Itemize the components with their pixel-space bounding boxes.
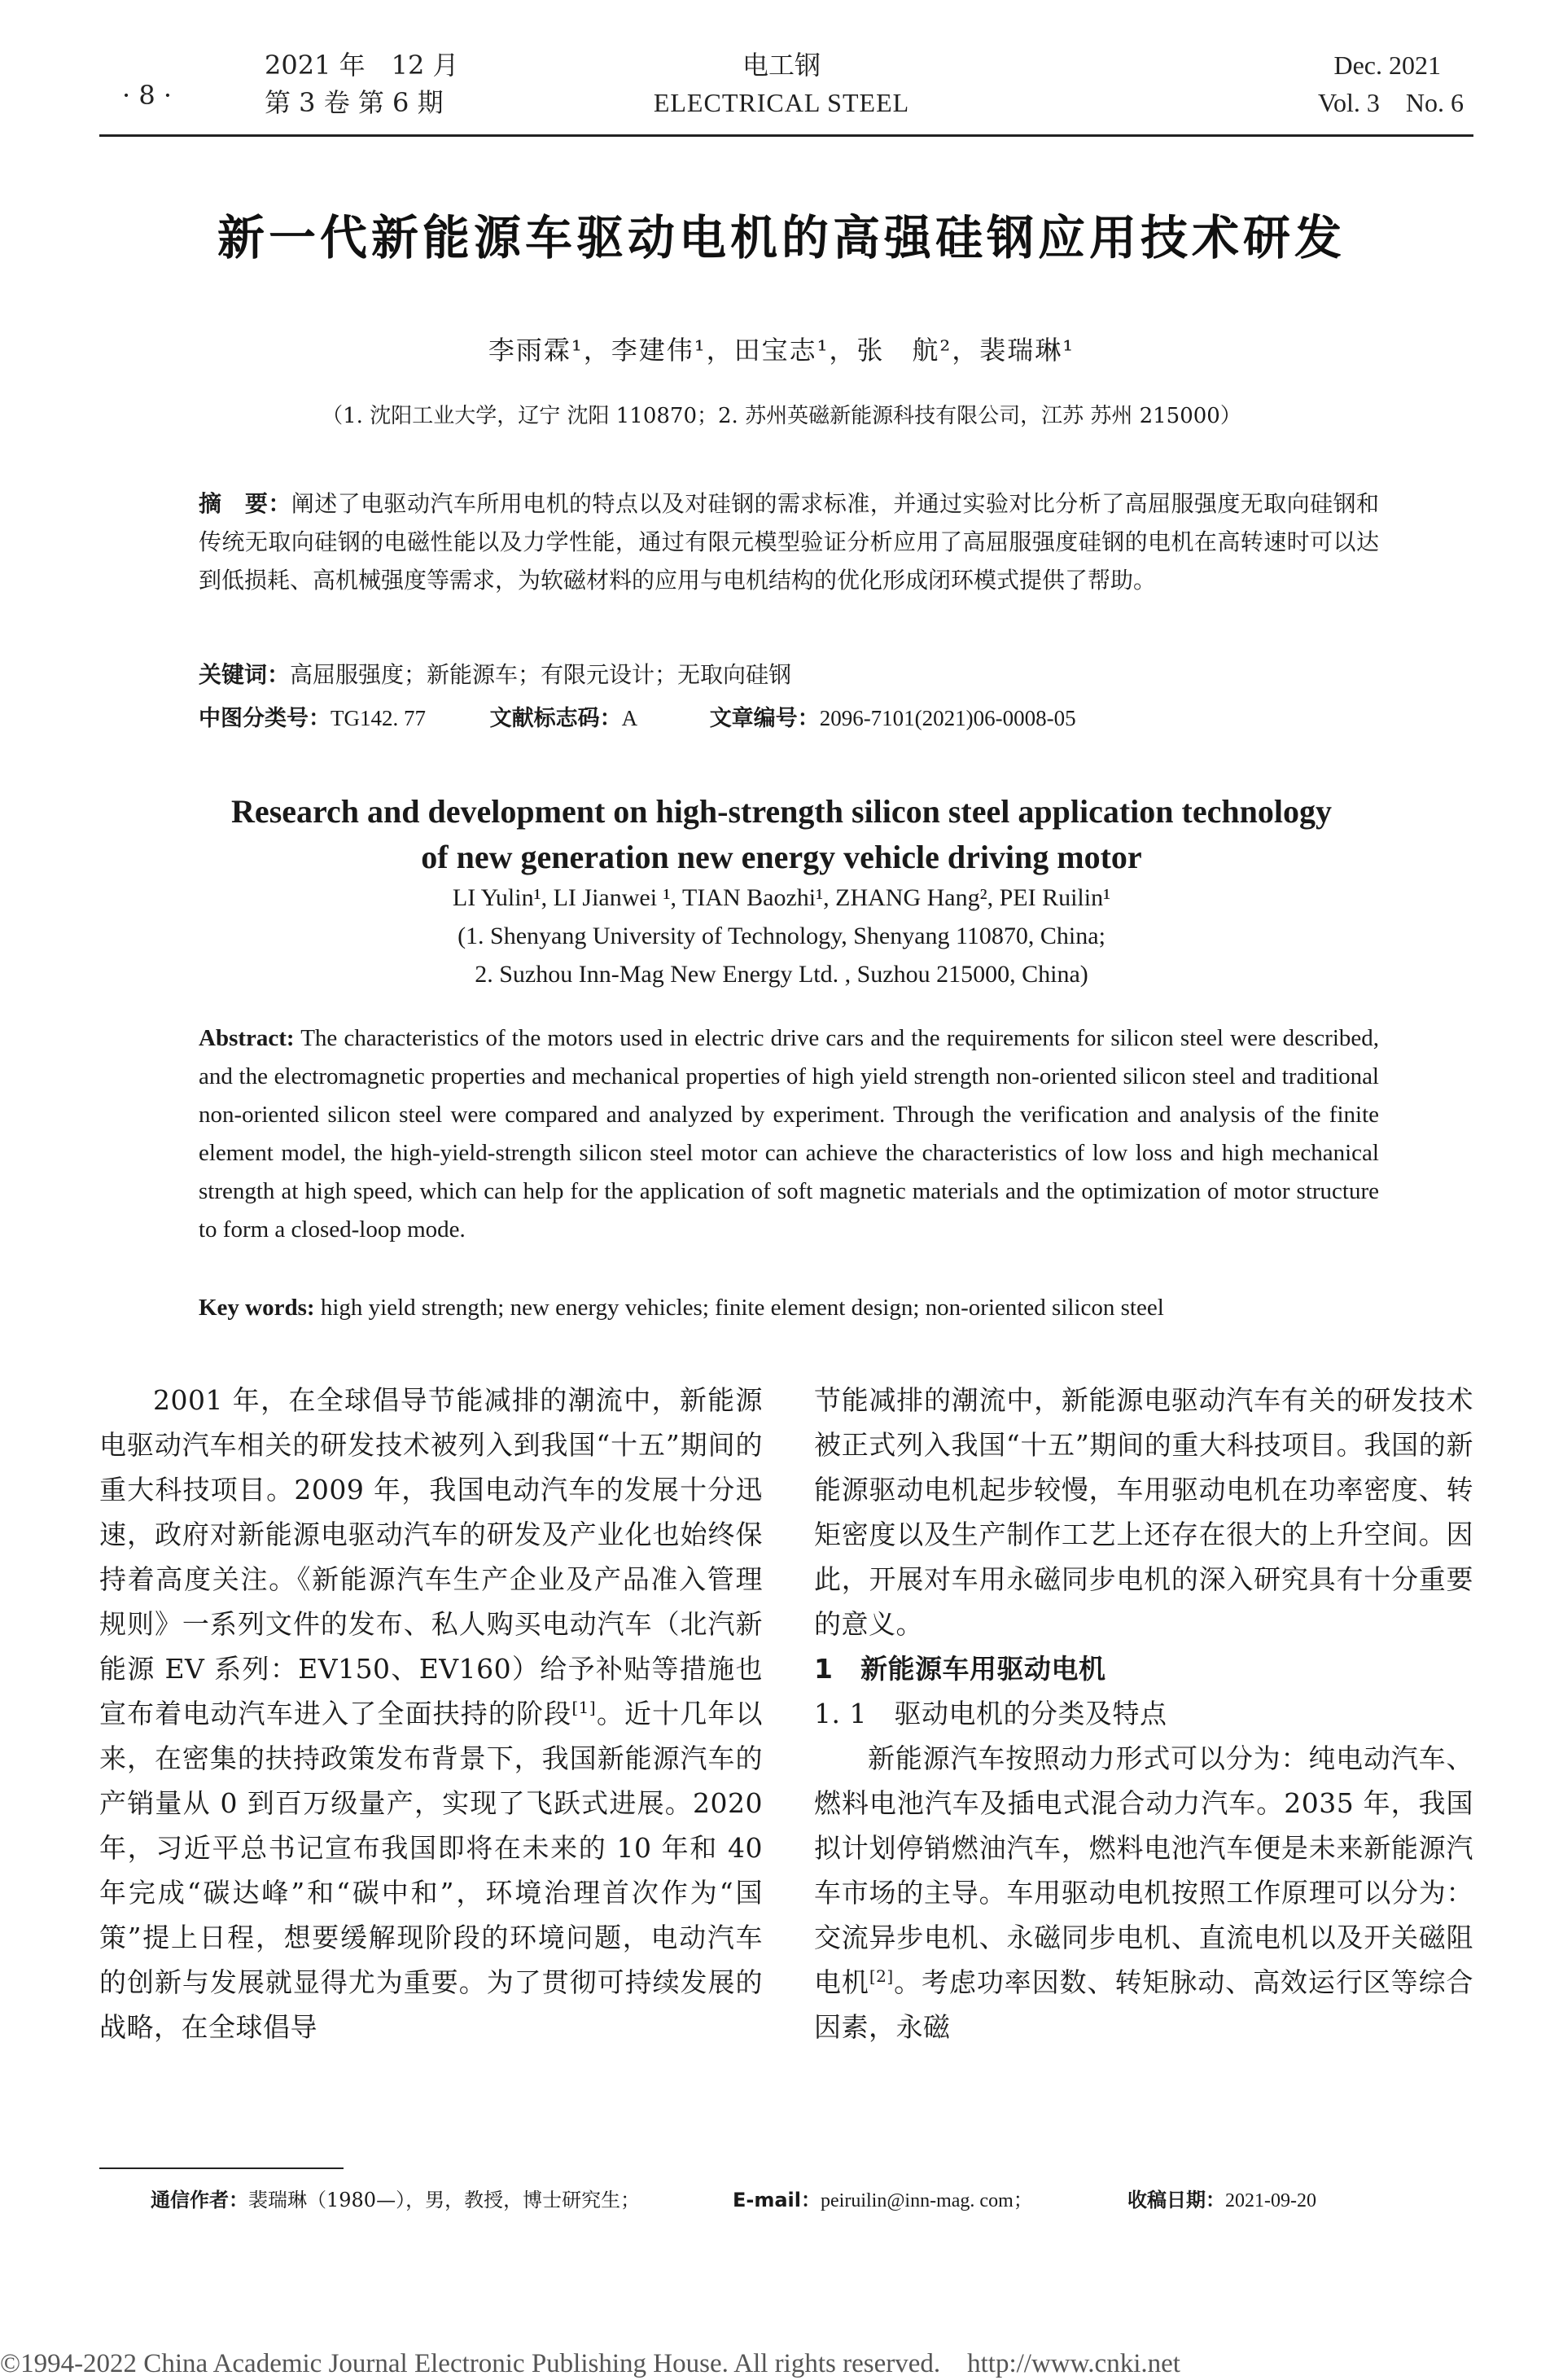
authors-en: LI Yulin¹, LI Jianwei ¹, TIAN Baozhi¹, ZHANG Hang², PEI Ruilin¹ [452, 884, 1111, 911]
corr-author-label: 通信作者： [151, 2189, 248, 2211]
body-text: 。考虑功率因数、转矩脉动、高效运行区等综合因素，永磁 [814, 1966, 1474, 2043]
affiliations-en-line1: (1. Shenyang University of Technology, Shenyang 110870, China; [458, 923, 1105, 949]
keywords-en [199, 1289, 1379, 1327]
page-number: · 8 · [122, 80, 173, 111]
keywords-en-text: high yield strength; new energy vehicles; finite element design; non-oriented silicon steel [314, 1295, 1164, 1321]
received-date-label: 收稿日期： [1127, 2189, 1225, 2211]
journal-name-cn: 电工钢 [742, 50, 821, 81]
citation-ref-1[interactable]: [1] [571, 1698, 597, 1717]
copyright-notice: ©1994-2022 China Academic Journal Electronic Publishing House. All rights reserved. http://www.cnki.net [0, 2349, 1180, 2378]
abstract-en-text: The characteristics of the motors used in electric drive cars and the requirements for silicon steel were described, and the electromagnetic properties and mechanical properties of high yield strength non-oriented silicon steel and traditional non-oriented silicon steel were compared and analyzed by experiment. Through the verification and analysis of the finite element model, the high-yield-strength silicon steel motor can achieve the characteristics of low loss and high mechanical strength at high speed, which can help for the application of soft magnetic materials and the optimization of motor structure to form a closed-loop mode. [199, 1025, 1379, 1243]
paper-title-cn: 新一代新能源车驱动电机的高强硅钢应用技术研发 [217, 210, 1346, 265]
paper-title-en-line2: of new generation new energy vehicle driving motor [421, 839, 1142, 875]
journal-name-en: ELECTRICAL STEEL [653, 88, 910, 117]
author-email [733, 2186, 1033, 2215]
authors-cn: 李雨霖¹，李建伟¹，田宝志¹，张 航²，裴瑞琳¹ [488, 335, 1075, 366]
body-paragraph-classification [814, 1736, 1473, 2049]
body-text: 新能源汽车按照动力形式可以分为：纯电动汽车、燃料电池汽车及插电式混合动力汽车。2035 年，我国拟计划停销燃油汽车，燃料电池汽车便是未来新能源汽车市场的主导。车用驱动电机按照工作原理可以分为：交流异步电机、永磁同步电机、直流电机以及开关磁阻电机 [814, 1742, 1473, 1998]
issue-volume-en: Vol. 3 No. 6 [1318, 88, 1464, 117]
subsection-heading-1-1: 1. 1 驱动电机的分类及特点 [814, 1698, 1167, 1729]
clc-label: 中图分类号： [199, 706, 331, 731]
classification-line [199, 702, 1076, 735]
body-right-column [814, 1378, 1473, 2049]
body-left-column [99, 1378, 763, 2049]
doc-code-value: A [621, 706, 638, 730]
email-label: E-mail： [733, 2189, 821, 2211]
clc-value: TG142. 77 [331, 706, 426, 730]
abstract-en [199, 1019, 1379, 1249]
received-date [1127, 2186, 1316, 2215]
issue-date-cn: 2021 年 12 月 [265, 50, 459, 81]
affiliations-cn: （1. 沈阳工业大学，辽宁 沈阳 110870；2. 苏州英磁新能源科技有限公司，江苏 苏州 215000） [322, 404, 1241, 428]
issue-date-en: Dec. 2021 [1333, 50, 1441, 80]
email-link[interactable]: peiruilin@inn-mag. com； [821, 2190, 1033, 2211]
body-text: 2001 年，在全球倡导节能减排的潮流中，新能源电驱动汽车相关的研发技术被列入到我国“十五”期间的重大科技项目。2009 年，我国电动汽车的发展十分迅速，政府对新能源电驱动汽车的研发及产业化也始终保持着高度关注。《新能源汽车生产企业及产品准入管理规则》一系列文件的发布、私人购买电动汽车（北汽新能源 EV 系列：EV150、EV160）给予补贴等措施也宣布着电动汽车进入了全面扶持的阶段 [99, 1384, 763, 1729]
abstract-cn-label: 摘 要： [199, 490, 291, 517]
article-no-label: 文章编号： [709, 706, 820, 731]
citation-ref-2[interactable]: [2] [869, 1966, 894, 1986]
corr-author-text: 裴瑞琳（1980—），男，教授，博士研究生； [248, 2189, 641, 2211]
body-text: 。近十几年以来，在密集的扶持政策发布背景下，我国新能源汽车的产销量从 0 到百万级量产，实现了飞跃式进展。2020 年，习近平总书记宣布我国即将在未来的 10 年和 40 年完成“碳达峰”和“碳中和”，环境治理首次作为“国策”提上日程，想要缓解现阶段的环境问题，电动汽车的创新与发展就显得尤为重要。为了贯彻可持续发展的战略，在全球倡导 [99, 1698, 764, 2043]
section-heading-1: 1 新能源车用驱动电机 [814, 1653, 1106, 1685]
keywords-cn [199, 655, 1379, 694]
issue-volume-cn: 第 3 卷 第 6 期 [265, 87, 444, 118]
article-no-value: 2096-7101(2021)06-0008-05 [819, 706, 1076, 730]
affiliations-en-line2: 2. Suzhou Inn-Mag New Energy Ltd. , Suzhou 215000, China) [475, 961, 1088, 988]
keywords-cn-text: 高屈服强度；新能源车；有限元设计；无取向硅钢 [290, 661, 792, 688]
abstract-cn-text: 阐述了电驱动汽车所用电机的特点以及对硅钢的需求标准，并通过实验对比分析了高屈服强度无取向硅钢和传统无取向硅钢的电磁性能以及力学性能，通过有限元模型验证分析应用了高屈服强度硅钢的电机在高转速时可以达到低损耗、高机械强度等需求，为软磁材料的应用与电机结构的优化形成闭环模式提供了帮助。 [199, 490, 1379, 594]
body-paragraph-intro [99, 1378, 763, 2049]
corresponding-author [151, 2186, 640, 2214]
paper-title-en-line1: Research and development on high-strength silicon steel application technology [231, 793, 1332, 830]
keywords-cn-label: 关键词： [199, 661, 291, 688]
body-paragraph-continued: 节能减排的潮流中，新能源电驱动汽车有关的研发技术被正式列入我国“十五”期间的重大科技项目。我国的新能源驱动电机起步较慢，车用驱动电机在功率密度、转矩密度以及生产制作工艺上还存在很大的上升空间。因此，开展对车用永磁同步电机的深入研究具有十分重要的意义。 [814, 1384, 1473, 1640]
header-rule [99, 134, 1473, 137]
doc-code-label: 文献标志码： [489, 706, 622, 731]
received-date-value: 2021-09-20 [1225, 2190, 1316, 2211]
abstract-en-label: Abstract: [199, 1025, 295, 1051]
keywords-en-label: Key words: [199, 1295, 315, 1321]
footnote-rule [99, 2167, 344, 2169]
abstract-cn [199, 484, 1379, 599]
